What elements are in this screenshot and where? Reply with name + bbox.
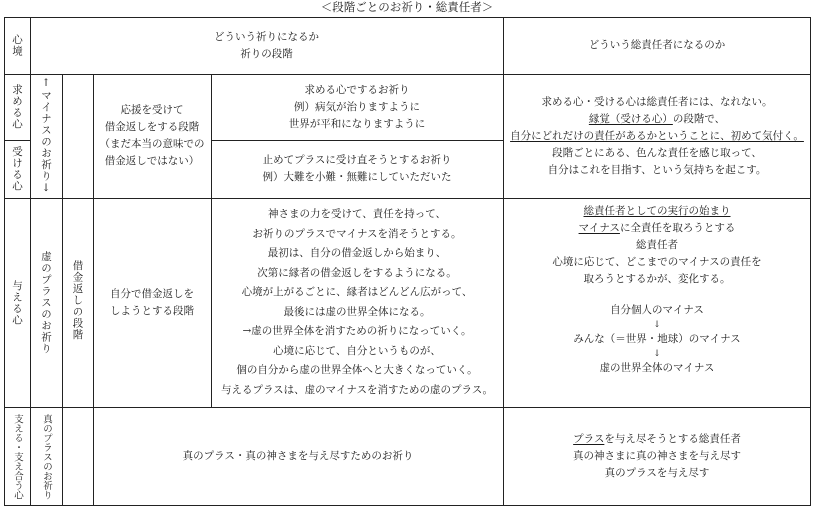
label-true-plus bbox=[30, 407, 62, 506]
giving-prayer-line: 与えるプラスは、虚のマイナスを消すための虚のプラス。 bbox=[220, 383, 494, 396]
manager-give bbox=[503, 198, 811, 407]
label-repay-stage-text: 借金返しの段階 bbox=[71, 260, 84, 341]
row-label-ataeru bbox=[4, 198, 30, 407]
receiving-prayer-line: 例）大難を小難・無難にしていただいた bbox=[262, 171, 452, 183]
manager-receive-line: 段階ごとにある、色んな責任を感じ取って、 bbox=[552, 146, 762, 159]
header-prayer-q1: どういう祈りになるか bbox=[214, 30, 319, 43]
manager-receive-line: 自分はこれを目指す、という気持ちを起こす。 bbox=[547, 163, 767, 176]
stage-self-line: 自分で借金返しを bbox=[110, 287, 194, 300]
stage-support-line: 借金返しをする段階 bbox=[104, 121, 200, 133]
down-arrow-icon: ↓ bbox=[653, 349, 661, 359]
manager-receive-line: 求める心・受ける心は総責任者には、なれない。 bbox=[541, 95, 773, 108]
row-label-motomeru-text: 求める心 bbox=[11, 84, 23, 130]
down-arrow-icon: ↓ bbox=[653, 320, 661, 330]
header-prayer bbox=[30, 17, 503, 74]
row-label-motomeru bbox=[4, 74, 30, 140]
label-minus-prayer bbox=[30, 74, 62, 198]
manager-give-line: 総責任者としての実行の始まり bbox=[583, 205, 731, 217]
manager-give-scale: みんな（＝世界・地球）のマイナス bbox=[573, 333, 741, 345]
giving-prayer-line: 個の自分から虚の世界全体へと大きくなっていく。 bbox=[236, 364, 478, 376]
stage-self-line: しようとする段階 bbox=[110, 304, 194, 317]
manager-receive-text: の段階で、 bbox=[672, 112, 726, 125]
true-prayer-text: 真のプラス・真の神さまを与え尽すためのお祈り bbox=[182, 450, 414, 462]
header-manager-q: どういう総責任者になるのか bbox=[588, 39, 726, 51]
header-manager bbox=[503, 17, 811, 74]
stage-support-line: （まだ本当の意味での bbox=[99, 138, 205, 150]
label-true-plus-text: 真のプラスのお祈り bbox=[41, 413, 52, 500]
label-minus-prayer-text: ↑マイナスのお祈り↓ bbox=[40, 77, 52, 195]
manager-give-scale: 虚の世界全体のマイナス bbox=[599, 362, 715, 374]
stage-self bbox=[93, 198, 211, 407]
manager-give-line: 取ろうとするかが、変化する。 bbox=[583, 273, 731, 285]
seeking-prayer bbox=[211, 74, 503, 140]
header-shinkyo bbox=[4, 17, 30, 74]
row-label-ataeru-text: 与える心 bbox=[11, 279, 23, 326]
row-label-sasaeru-text: 支える・支え合う心 bbox=[12, 413, 23, 500]
manager-give-underlined: マイナス bbox=[578, 222, 620, 234]
giving-prayer-line: 次第に縁者の借金返しをするようになる。 bbox=[257, 266, 457, 279]
manager-true-line: 真の神さまに真の神さまを与え尽す bbox=[573, 450, 741, 462]
manager-receive-line bbox=[589, 111, 725, 128]
manager-true-line: 真のプラスを与え尽す bbox=[604, 467, 710, 479]
seeking-prayer-line: 例）病気が治りますように bbox=[294, 100, 420, 113]
header-prayer-q2: 祈りの段階 bbox=[240, 47, 293, 60]
manager-give-line bbox=[579, 220, 736, 237]
manager-receive-underlined: 縁覚（受ける心） bbox=[588, 112, 673, 125]
label-virtual-plus-text: 虚のプラスのお祈り bbox=[40, 250, 52, 355]
page-title: ＜段階ごとのお祈り・総責任者＞ bbox=[320, 0, 494, 14]
manager-give-line: 心境に応じて、どこまでのマイナスの責任を bbox=[552, 256, 762, 268]
giving-prayer-line: 神さまの力を受けて、責任を持って、 bbox=[267, 208, 447, 220]
manager-give-text: に全責任を取ろうとする bbox=[619, 222, 736, 234]
giving-prayer-line: 心境が上がるごとに、縁者はどんどん広がって、 bbox=[241, 286, 473, 298]
stage-support-line: 応援を受けて bbox=[120, 104, 184, 116]
giving-prayer-line: 最初は、自分の借金返しから始まり、 bbox=[267, 247, 447, 259]
header-shinkyo-text: 心境 bbox=[11, 34, 23, 57]
seeking-prayer-line: 世界が平和になりますように bbox=[288, 117, 426, 130]
manager-true-line bbox=[573, 431, 741, 448]
grid-line bbox=[62, 407, 63, 506]
manager-true-text: を与え尽そうとする総責任者 bbox=[604, 433, 741, 445]
receiving-prayer bbox=[211, 140, 503, 198]
manager-give-scale: 自分個人のマイナス bbox=[610, 304, 704, 316]
giving-prayer-line: 心境に応じて、自分というものが、 bbox=[273, 344, 441, 357]
manager-true bbox=[503, 407, 811, 506]
seeking-prayer-line: 求める心でするお祈り bbox=[304, 83, 410, 96]
row-label-ukeru bbox=[4, 140, 30, 198]
label-virtual-plus bbox=[30, 198, 62, 407]
giving-prayer bbox=[211, 198, 503, 407]
row-label-ukeru-text: 受ける心 bbox=[11, 146, 23, 192]
manager-true-underlined: プラス bbox=[573, 433, 605, 445]
row-label-sasaeru bbox=[4, 407, 30, 506]
label-repay-stage bbox=[62, 74, 93, 407]
true-prayer bbox=[93, 407, 503, 506]
giving-prayer-line: 最後には虚の世界全体になる。 bbox=[283, 305, 431, 318]
receiving-prayer-line: 止めてプラスに受け直そうとするお祈り bbox=[262, 154, 452, 166]
manager-receive bbox=[503, 74, 811, 198]
giving-prayer-line: →虚の世界全体を消すための祈りになっていく。 bbox=[242, 325, 472, 337]
giving-prayer-line: お祈りのプラスでマイナスを消そうとする。 bbox=[252, 227, 462, 240]
manager-receive-line: 自分にどれだけの責任があるかということに、初めて気付く。 bbox=[510, 129, 804, 142]
stage-support-line: 借金返しではない） bbox=[104, 155, 200, 167]
stage-support bbox=[93, 74, 211, 198]
manager-give-line: 総責任者 bbox=[636, 239, 678, 251]
